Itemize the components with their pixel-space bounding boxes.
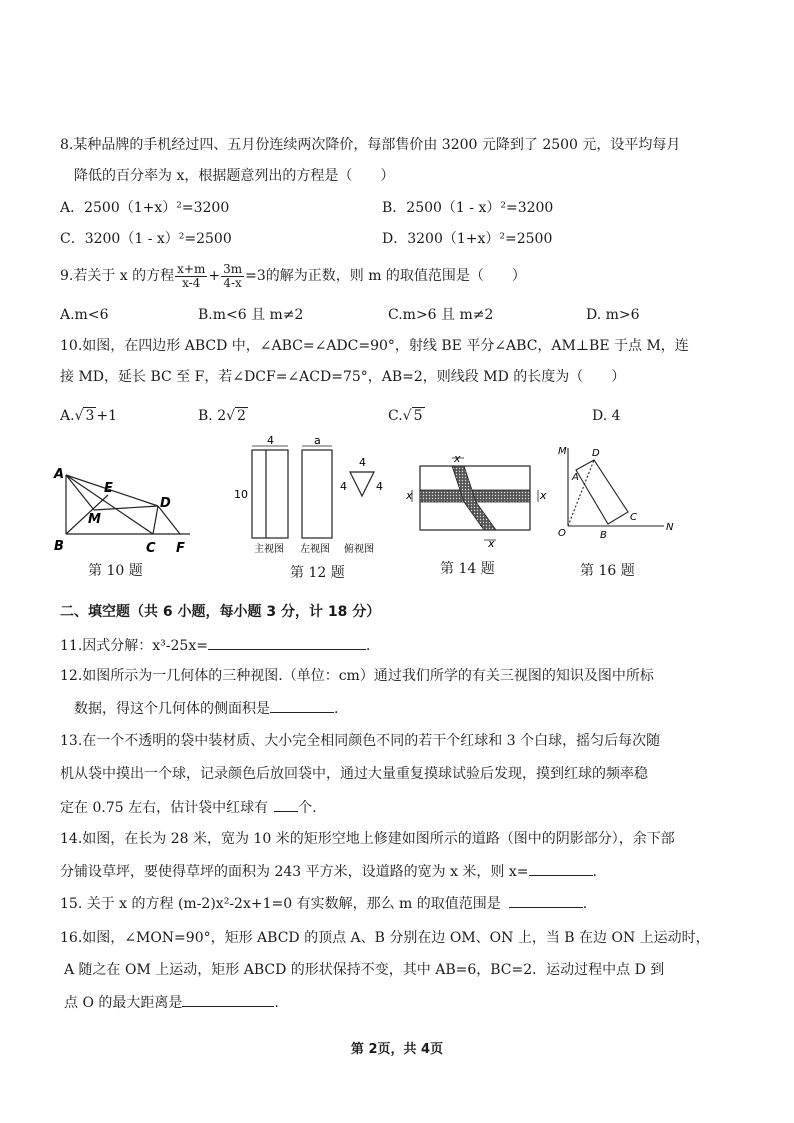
section-2-title: 二、填空题（共 6 小题，每小题 3 分，计 18 分） <box>60 604 381 620</box>
q9-suffix: =3的解为正数，则 m 的取值范围是（ ） <box>245 268 526 284</box>
figure-16-rectangle-on-angle <box>556 440 676 552</box>
q9-stem <box>60 262 526 290</box>
figure-14-caption: 第 14 题 <box>440 561 495 577</box>
q8-option-a: A．2500（1+x）²=3200 <box>60 200 230 216</box>
figure-10-caption: 第 10 题 <box>88 563 143 579</box>
q8-option-d: D．3200（1+x）²=2500 <box>382 231 553 247</box>
fig16-label-c: C <box>630 512 637 523</box>
q16-stem-line2: A 随之在 OM 上运动，矩形 ABCD 的形状保持不变，其中 AB=6，BC=2．运动过程中点 D 到 <box>64 962 665 978</box>
fig10-label-e: E <box>104 481 113 496</box>
q16-text: 点 O 的最大距离是 <box>64 995 183 1011</box>
q9-fraction-1-denominator: x-4 <box>182 275 201 290</box>
q8-option-c: C．3200（1 - x）²=2500 <box>60 231 232 247</box>
q14-end: . <box>592 864 597 880</box>
fig14-x-right: x <box>540 489 547 502</box>
q9-option-c: C.m>6 且 m≠2 <box>388 307 494 323</box>
q10-option-d: D. 4 <box>592 408 621 424</box>
fig10-label-f: F <box>176 541 185 556</box>
q10-option-a-letter: A. <box>60 408 75 424</box>
figure-16-caption: 第 16 题 <box>580 563 635 579</box>
q12-text: 数据，得这个几何体的侧面积是 <box>74 701 270 717</box>
q9-option-d: D. m>6 <box>586 307 640 323</box>
q12-answer-blank[interactable] <box>270 698 334 713</box>
q13-stem-line3 <box>60 797 317 818</box>
q8-option-b: B．2500（1 - x）²=3200 <box>382 200 554 216</box>
q16-answer-blank[interactable] <box>182 992 274 1007</box>
fig16-label-a: A <box>572 472 579 483</box>
q10-option-a-tail: +1 <box>96 408 118 424</box>
q13-end: 个. <box>298 800 317 816</box>
q14-stem-line1: 14.如图，在长为 28 米，宽为 10 米的矩形空地上修建如图所示的道路（图中的阴影部分），余下部 <box>60 831 675 847</box>
q9-option-a: A.m<6 <box>60 307 109 323</box>
fig12-top-view-label: 俯视图 <box>344 544 374 555</box>
fig10-label-d: D <box>160 496 171 511</box>
q13-answer-blank[interactable] <box>274 797 298 812</box>
q11-end: ． <box>365 638 380 654</box>
q14-stem-line2 <box>60 861 597 882</box>
q10-option-a-radicand: 3 <box>85 408 95 424</box>
q13-stem-line2: 机从袋中摸出一个球，记录颜色后放回袋中，通过大量重复摸球试验后发现，摸到红球的频率稳 <box>60 766 648 782</box>
fig14-x-left: x <box>406 489 413 502</box>
fig12-side-view-label: 左视图 <box>300 544 330 555</box>
figure-10-quadrilateral <box>50 460 200 560</box>
q10-option-c-radicand: 5 <box>413 408 423 424</box>
q9-plus: + <box>208 268 221 284</box>
q16-stem-line1: 16.如图，∠MON=90°，矩形 ABCD 的顶点 A、B 分别在边 OM、ON 上，当 B 在边 ON 上运动时， <box>60 930 710 946</box>
q15-end: . <box>582 896 588 912</box>
fig10-label-m: M <box>88 512 101 527</box>
q10-option-a: A.√ 3 +1 <box>60 408 118 424</box>
fig10-label-a: A <box>54 467 65 482</box>
q12-stem-line2 <box>74 698 338 719</box>
fig16-label-o: O <box>558 528 566 539</box>
q9-prefix: 9.若关于 x 的方程 <box>60 268 175 284</box>
q10-option-c-letter: C. <box>388 408 403 424</box>
q14-text: 分铺设草坪，要使得草坪的面积为 243 平方米，设道路的宽为 x 米，则 x= <box>60 864 529 880</box>
fig16-label-d: D <box>592 448 600 459</box>
fig12-dim-triangle-right: 4 <box>376 480 383 493</box>
page-footer: 第 2页，共 4页 <box>350 1042 444 1057</box>
fig12-front-view-label: 主视图 <box>254 544 284 555</box>
q10-stem-line1: 10.如图，在四边形 ABCD 中，∠ABC=∠ADC=90°，射线 BE 平分∠ABC，AM⊥BE 于点 M，连 <box>60 338 689 354</box>
q10-option-b: B. 2√ 2 <box>198 408 246 424</box>
q15-text: 15. 关于 x 的方程 (m-2)x²-2x+1=0 有实数解，那么 m 的取值范围是 <box>60 896 501 912</box>
q11-text: 11.因式分解：x³-25x= <box>60 638 208 654</box>
fig10-label-b: B <box>54 539 64 554</box>
q11-stem <box>60 635 380 656</box>
figure-14-road-plot <box>404 452 550 548</box>
q8-stem-line1: 8.某种品牌的手机经过四、五月份连续两次降价，每部售价由 3200 元降到了 2500 元，设平均每月 <box>60 137 681 153</box>
q13-text: 定在 0.75 左右，估计袋中红球有 <box>60 800 269 816</box>
fig16-label-b: B <box>600 530 607 541</box>
fig16-label-m: M <box>558 446 567 457</box>
q11-answer-blank[interactable] <box>208 635 366 650</box>
q15-answer-blank[interactable] <box>509 893 583 908</box>
q12-end: . <box>334 701 339 717</box>
q9-fraction-2-numerator: 3m <box>223 261 243 276</box>
q10-option-b-letter: B. 2 <box>198 408 227 424</box>
q14-answer-blank[interactable] <box>529 861 593 876</box>
q16-stem-line3 <box>64 992 279 1013</box>
fig12-dim-height: 10 <box>234 488 248 501</box>
figure-12-three-views <box>228 432 388 556</box>
fig14-x-top: x <box>454 452 461 465</box>
q15-stem <box>60 893 587 914</box>
q9-option-b: B.m<6 且 m≠2 <box>198 307 304 323</box>
q9-fraction-1 <box>175 263 207 290</box>
q10-option-b-radicand: 2 <box>237 408 246 424</box>
fig12-dim-side-width: a <box>314 434 321 447</box>
fig16-label-n: N <box>666 522 674 533</box>
fig14-x-bottom: x <box>488 537 495 548</box>
q10-option-c: C.√ 5 <box>388 408 423 424</box>
q9-fraction-2-denominator: 4-x <box>223 275 242 290</box>
q16-end: . <box>274 995 279 1011</box>
fig10-label-c: C <box>146 541 156 556</box>
fig12-dim-triangle-top: 4 <box>359 456 366 469</box>
q12-stem-line1: 12.如图所示为一几何体的三种视图.（单位：cm）通过我们所学的有关三视图的知识及图中所标 <box>60 668 654 684</box>
q13-stem-line1: 13.在一个不透明的袋中装材质、大小完全相同颜色不同的若干个红球和 3 个白球，摇匀后每次随 <box>60 733 661 749</box>
fig12-dim-front-width: 4 <box>267 434 274 447</box>
q8-stem-line2: 降低的百分率为 x，根据题意列出的方程是（ ） <box>74 168 395 184</box>
q10-stem-line2: 接 MD，延长 BC 至 F，若∠DCF=∠ACD=75°，AB=2，则线段 MD 的长度为（ ） <box>60 369 626 385</box>
q9-fraction-1-numerator: x+m <box>177 261 206 276</box>
figure-12-caption: 第 12 题 <box>290 565 345 581</box>
q9-fraction-2 <box>221 263 244 290</box>
fig12-dim-triangle-left: 4 <box>340 480 347 493</box>
